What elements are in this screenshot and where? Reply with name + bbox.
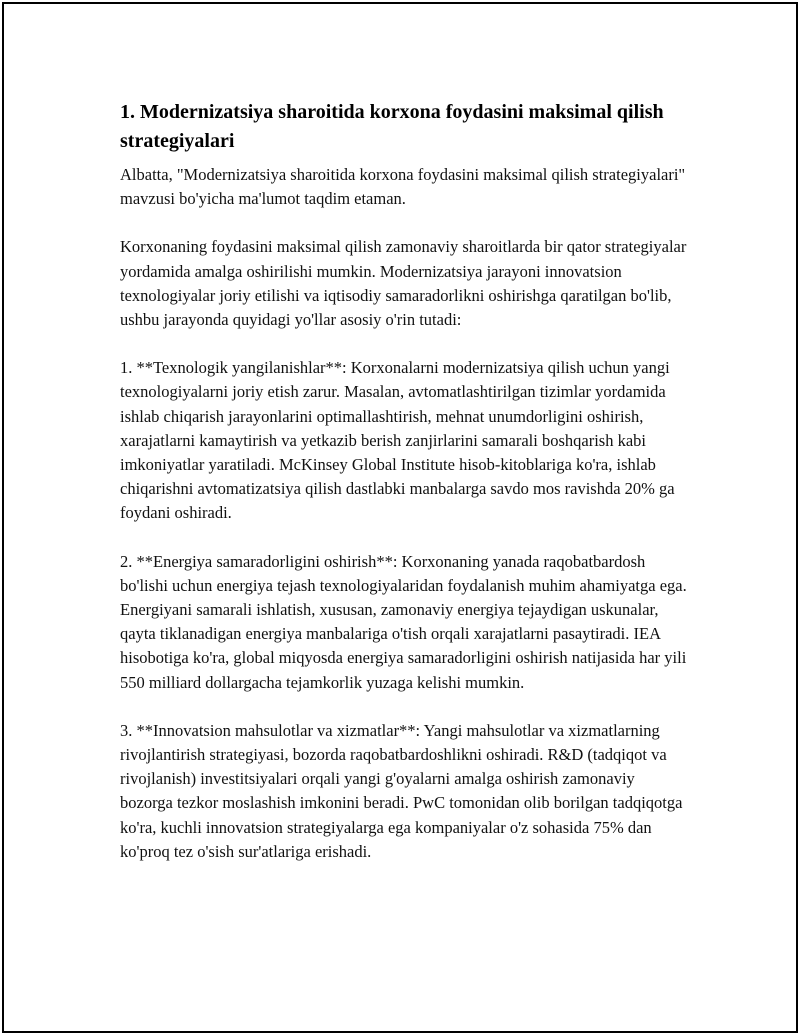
- technology-paragraph: 1. **Texnologik yangilanishlar**: Korxonalarni modernizatsiya qilish uchun yangi texnologiyalarni joriy etish zarur. Masalan, avtomatlashtirilgan tizimlar yordamida ishlab chiqarish jarayonlarini optimallashtirish, mehnat unumdorligini oshirish, xarajatlarni kamaytirish va yetkazib berish zanjirlarini samarali boshqarish kabi imkoniyatlar yaratiladi. McKinsey Global Institute hisob-kitoblariga ko'ra, ishlab chiqarishni avtomatizatsiya qilish dastlabki manbalarga savdo mos ravishda 20% ga foydani oshiradi.: [120, 358, 675, 523]
- energy-paragraph: 2. **Energiya samaradorligini oshirish**: Korxonaning yanada raqobatbardosh bo'lishi uchun energiya tejash texnologiyalaridan foydalanish muhim ahamiyatga ega. Energiyani samarali ishlatish, xususan, zamonaviy energiya tejaydigan uskunalar, qayta tiklanadigan energiya manbalariga o'tish orqali xarajatlarni pasaytiradi. IEA hisobotiga ko'ra, global miqyosda energiya samaradorligini oshirish natijasida har yili 550 milliard dollargacha tejamkorlik yuzaga kelishi mumkin.: [120, 551, 687, 692]
- document-title: 1. Modernizatsiya sharoitida korxona foydasini maksimal qilish strategiyalari: [120, 101, 664, 152]
- innovation-paragraph: 3. **Innovatsion mahsulotlar va xizmatlar**: Yangi mahsulotlar va xizmatlarning rivojlantirish strategiyasi, bozorda raqobatbardoshlikni oshiradi. R&D (tadqiqot va rivojlanish) investitsiyalari orqali yangi g'oyalarni amalga oshirish zamonaviy bozorga tezkor moslashish imkonini beradi. PwC tomonidan olib borilgan tadqiqotga ko'ra, kuchli innovatsion strategiyalarga ega kompaniyalar o'z sohasida 75% dan ko'proq tez o'sish sur'atlariga erishadi.: [120, 720, 683, 861]
- overview-paragraph: Korxonaning foydasini maksimal qilish zamonaviy sharoitlarda bir qator strategiyalar yordamida amalga oshirilishi mumkin. Modernizatsiya jarayoni innovatsion texnologiyalar joriy etilishi va iqtisodiy samaradorlikni oshirishga qaratilgan bo'lib, ushbu jarayonda quyidagi yo'llar asosiy o'rin tutadi:: [120, 237, 687, 330]
- intro-paragraph: Albatta, "Modernizatsiya sharoitida korxona foydasini maksimal qilish strategiyalari" mavzusi bo'yicha ma'lumot taqdim etaman.: [120, 165, 686, 209]
- document-body: [120, 98, 690, 888]
- document-page: [2, 2, 798, 1033]
